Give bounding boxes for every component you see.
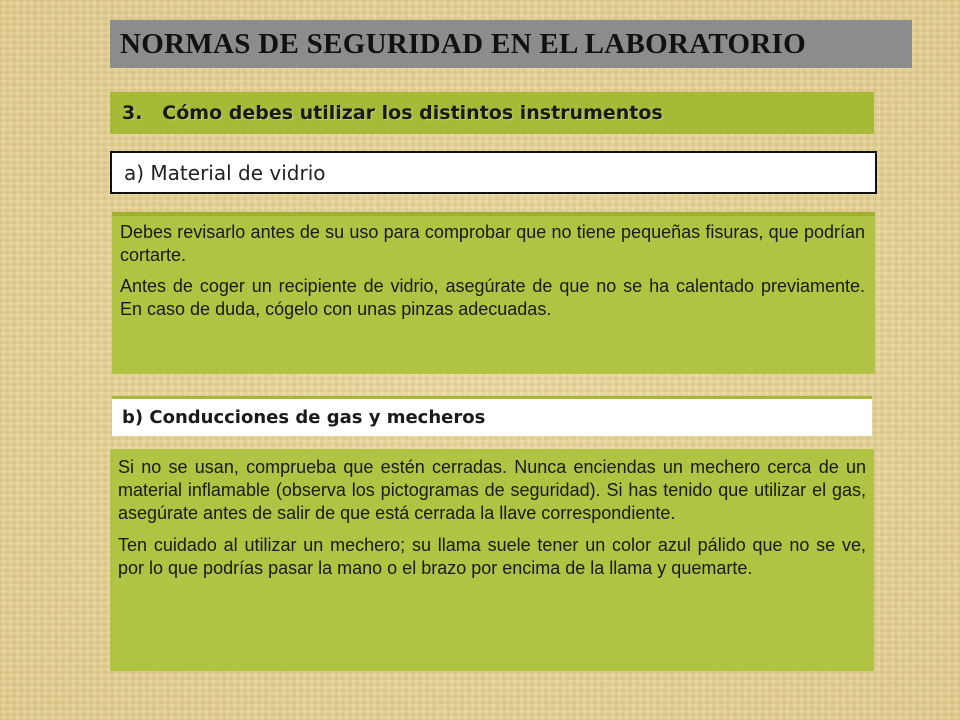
slide-title-bar	[110, 20, 912, 68]
section-heading	[110, 92, 874, 134]
subsection-a-heading-text: a) Material de vidrio	[124, 160, 326, 185]
subsection-b-heading	[112, 396, 872, 436]
subsection-a-paragraph-2: Antes de coger un recipiente de vidrio, asegúrate de que no se ha calentado previamente. En caso de duda, cógelo con unas pinzas adecuadas.	[120, 276, 865, 319]
subsection-b-heading-text: b) Conducciones de gas y mecheros	[122, 407, 486, 428]
subsection-b-paragraph-2: Ten cuidado al utilizar un mechero; su llama suele tener un color azul pálido que no se ve, por lo que podrías pasar la mano o el brazo por encima de la llama y quemarte.	[118, 535, 866, 578]
subsection-b-paragraph-1: Si no se usan, comprueba que estén cerradas. Nunca enciendas un mechero cerca de un material inflamable (observa los pictogramas de seguridad). Si has tenido que utilizar el gas, asegúrate antes de salir de que está cerrada la llave correspondiente.	[118, 457, 866, 523]
slide-title: NORMAS DE SEGURIDAD EN EL LABORATORIO	[120, 27, 807, 60]
subsection-b-content	[110, 449, 874, 671]
subsection-a-content	[112, 212, 875, 374]
section-heading-text: 3. Cómo debes utilizar los distintos instrumentos	[122, 102, 663, 124]
subsection-a-paragraph-1: Debes revisarlo antes de su uso para comprobar que no tiene pequeñas fisuras, que podrían cortarte.	[120, 222, 865, 265]
subsection-a-heading	[110, 151, 877, 194]
